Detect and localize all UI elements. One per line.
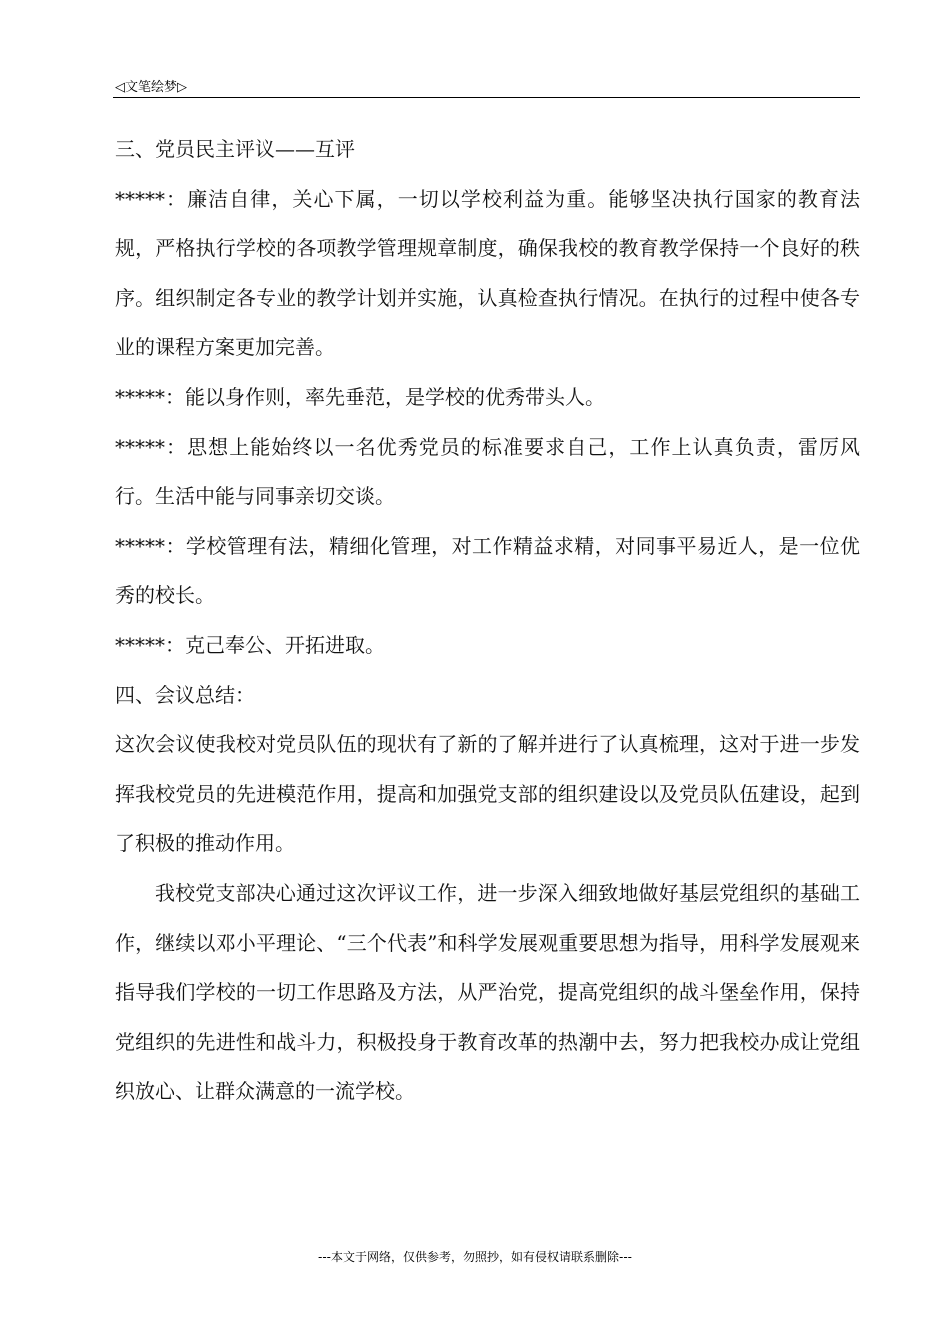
review-paragraph-4: *****：学校管理有法，精细化管理，对工作精益求精，对同事平易近人，是一位优秀的校长。 [115, 533, 860, 608]
header-divider [113, 97, 860, 98]
review-paragraph-5: *****：克己奉公、开拓进取。 [115, 632, 385, 657]
summary-paragraph-1: 这次会议使我校对党员队伍的现状有了新的了解并进行了认真梳理，这对于进一步发挥我校党员的先进模范作用，提高和加强党支部的组织建设以及党员队伍建设，起到了积极的推动作用。 [115, 732, 860, 856]
page-footer: ---本文于网络，仅供参考，勿照抄，如有侵权请联系删除--- [318, 1250, 632, 1264]
section-heading-mutual-review: 三、党员民主评议——互评 [115, 137, 355, 161]
review-paragraph-3: *****：思想上能始终以一名优秀党员的标准要求自己，工作上认真负责，雷厉风行。生活中能与同事亲切交谈。 [115, 434, 860, 509]
section-heading-summary: 四、会议总结： [115, 682, 255, 707]
page-header [115, 76, 860, 98]
summary-paragraph-2: 我校党支部决心通过这次评议工作，进一步深入细致地做好基层党组织的基础工作，继续以邓小平理论、“三个代表”和科学发展观重要思想为指导，用科学发展观来指导我们学校的一切工作思路及方法，从严治党，提高党组织的战斗堡垒作用，保持党组织的先进性和战斗力，积极投身于教育改革的热潮中去，努力把我校办成让党组织放心、让群众满意的一流学校。 [115, 880, 860, 1104]
review-paragraph-2: *****：能以身作则，率先垂范，是学校的优秀带头人。 [115, 384, 605, 409]
review-paragraph-1: *****：廉洁自律，关心下属，一切以学校利益为重。能够坚决执行国家的教育法规，严格执行学校的各项教学管理规章制度，确保我校的教育教学保持一个良好的秩序。组织制定各专业的教学计划并实施，认真检查执行情况。在执行的过程中使各专业的课程方案更加完善。 [115, 186, 860, 360]
document-body [115, 125, 860, 1117]
header-text: ◁文笔绘梦▷ [115, 80, 187, 95]
